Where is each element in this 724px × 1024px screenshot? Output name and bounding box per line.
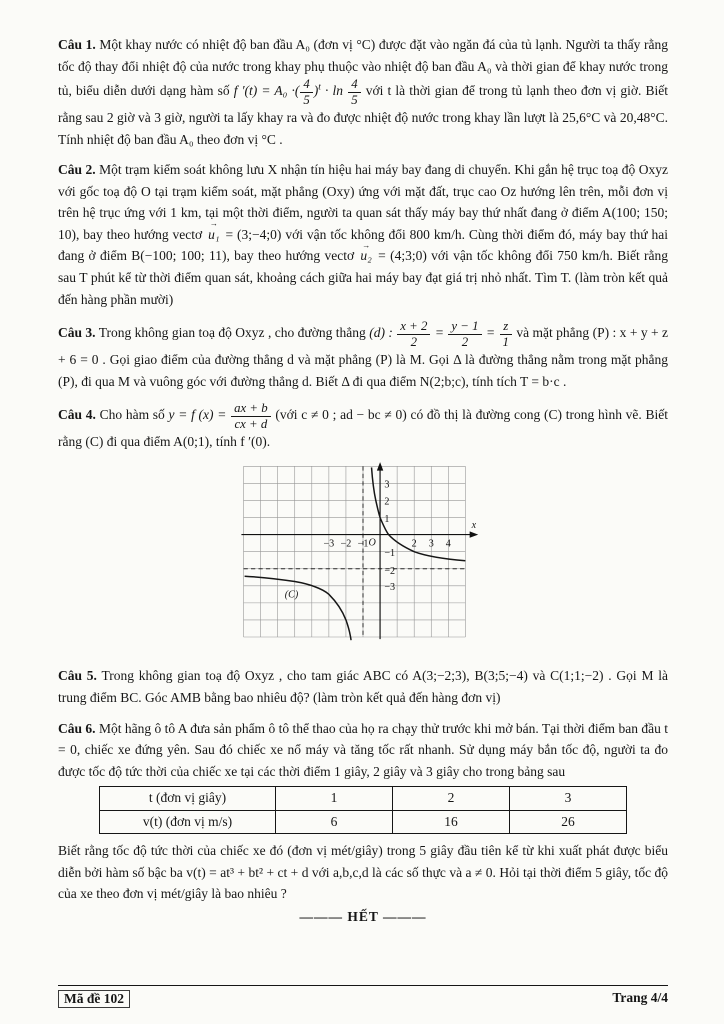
graph-tick-labels (285, 480, 477, 601)
table-cell: 26 (510, 810, 627, 833)
svg-text:O: O (368, 537, 376, 549)
table-cell: 1 (276, 787, 393, 810)
graph-axes (241, 467, 471, 640)
table-cell: v(t) (đơn vị m/s) (100, 810, 276, 833)
question-4-formula: y = f (x) = $\frac{ax + b}{cx + d}$ (169, 407, 272, 422)
question-6-continued (58, 840, 668, 905)
question-5-text: Trong không gian toạ độ Oxyz , cho tam giác ABC có A(3;−2;3), B(3;5;−4) và C(1;1;−2) . Gọi M là trung điểm BC. Góc AMB bằng bao nhiêu độ? (làm tròn kết quả đến hàng đơn vị) (58, 668, 668, 706)
table-row-time (100, 787, 627, 810)
table-row-velocity (100, 810, 627, 833)
question-4-label: Câu 4. (58, 407, 96, 423)
speed-table (99, 786, 627, 834)
exam-code: Mã đề 102 (58, 990, 130, 1008)
question-2-text: = (3;−4;0) với vận tốc không đổi 800 km/h. Cùng thời điểm đó, máy bay thứ hai đang ở điểm B(−100; 100; 11), bay theo hướng vectơ (58, 226, 669, 264)
question-1 (58, 34, 668, 150)
svg-text:2: 2 (384, 497, 390, 509)
svg-text:3: 3 (384, 480, 390, 492)
question-4-text: (với c ≠ 0 ; ad − bc ≠ 0) có đồ thị là đường cong (C) trong hình vẽ. Biết rằng (C) đi qua điểm A(0;1), tính f ′(0). (58, 407, 669, 449)
fraction: $\frac{y - 1}{2}$ (447, 319, 482, 349)
table-cell: t (đơn vị giây) (100, 787, 276, 810)
vector-u1: → u₁ (208, 224, 219, 246)
question-6-text: Biết rằng tốc độ tức thời của chiếc xe đó (đơn vị mét/giây) trong 5 giây đầu tiên kể từ khi xuất phát được biểu diễn bởi hàm số bậc ba v(t) = at³ + bt² + ct + d với a,b,c,d là các số thực và a ≠ 0. Hỏi tại thời điểm 5 giây, tốc độ của xe theo đơn vị mét/giây là bao nhiêu ? (58, 842, 668, 902)
question-6-label: Câu 6. (58, 720, 96, 736)
fraction: $\frac{z}{1}$ (499, 319, 513, 349)
table-cell: 2 (393, 787, 510, 810)
question-5 (58, 665, 668, 708)
question-1-text: Một khay nước có nhiệt độ ban đầu A₀ (đơn vị °C) được đặt vào ngăn đá của tủ lạnh. Người ta thấy rằng tốc độ thay đổi nhiệt độ của nước trong khay phụ thuộc vào nhiệt độ ban đầu A₀ và thời gian để khay nước trong tủ, biểu diễn dưới dạng hàm số (58, 37, 669, 99)
table-cell: 3 (510, 787, 627, 810)
fraction: $\frac{x + 2}{2}$ (396, 319, 431, 349)
svg-text:−3: −3 (323, 538, 335, 550)
page-footer (58, 985, 668, 1008)
function-graph (238, 461, 488, 653)
x-axis-arrow (470, 532, 479, 538)
svg-text:4: 4 (445, 538, 451, 550)
page-number: Trang 4/4 (612, 990, 668, 1005)
svg-text:2: 2 (411, 538, 417, 550)
question-1-formula: f ′(t) = A₀ ·( $\frac{4}{5}$ )$^t$ · ln $\frac{4}{5}$ (234, 83, 362, 98)
table-cell: 6 (276, 810, 393, 833)
question-4-figure (58, 461, 668, 657)
question-5-label: Câu 5. (58, 668, 97, 684)
question-6-text: Một hãng ô tô A đưa sản phẩm ô tô thể thao của họ ra chạy thử trước khi mở bán. Tại thời điểm ban đầu t = 0, chiếc xe đứng yên. Sau đó chiếc xe nổ máy và tăng tốc rất nhanh. Sử dụng máy bắn tốc độ, người ta đo được tốc độ tức thời của chiếc xe tại các thời điểm 1 giây, 2 giây và 3 giây cho trong bảng sau (58, 720, 668, 779)
question-2 (58, 159, 668, 310)
question-3-text: Trong không gian toạ độ Oxyz , cho đường thẳng (98, 325, 366, 341)
question-2-label: Câu 2. (58, 162, 96, 178)
question-3-text: và mặt phẳng (P) : x + y + z + 6 = 0 . Gọi giao điểm của đường thẳng d và mặt phẳng (P) là M. Gọi Δ là đường thẳng nằm trong mặt phẳng (P), đi qua M và vuông góc với đường thẳng d. Biết Δ đi qua điểm N(2;b;c), tính tích T = b·c . (58, 325, 669, 389)
question-4 (58, 401, 668, 452)
question-3-label: Câu 3. (58, 325, 96, 341)
question-4-text: Cho hàm số (99, 407, 165, 423)
svg-text:x: x (471, 520, 477, 532)
question-6 (58, 718, 668, 783)
fraction: $\frac{4}{5}$ (347, 77, 361, 107)
svg-text:−1: −1 (357, 538, 369, 550)
svg-text:3: 3 (428, 538, 434, 550)
vector-u2: → u₂ (360, 245, 371, 267)
graph-grid (244, 467, 466, 638)
question-3 (58, 319, 668, 392)
question-1-text: với t là thời gian để trong tủ lạnh theo đơn vị giờ. Biết rằng sau 2 giờ và 3 giờ, người ta lấy khay ra và đo được nhiệt độ nước trong khay lần lượt là 25,6°C và 20,48°C. Tính nhiệt độ ban đầu A₀ theo đơn vị °C . (58, 83, 669, 147)
svg-text:1: 1 (384, 514, 390, 526)
svg-text:(C): (C) (284, 590, 299, 602)
svg-text:−1: −1 (384, 548, 396, 560)
question-1-label: Câu 1. (58, 37, 96, 52)
svg-text:−2: −2 (384, 566, 396, 578)
svg-text:−3: −3 (384, 582, 396, 594)
question-3-formula: (d) : $\frac{x + 2}{2}$ = $\frac{y - 1}{2}$ = $\frac{z}{1}$ (369, 325, 513, 340)
question-2-text: Một trạm kiểm soát không lưu X nhận tín hiệu hai máy bay đang di chuyển. Khi gắn hệ trục toạ độ Oxyz với gốc toạ độ O tại trạm kiểm soát, mặt phẳng (Oxy) ứng với mặt đất, trục cao Oz hướng lên trên, mỗi đơn vị trên hệ trục ứng với 1 km, tại một thời điểm, người ta quan sát thấy máy bay thứ nhất đang ở điểm A(100; 150; 10), bay theo hướng vectơ (58, 162, 668, 242)
fraction: $\frac{ax + b}{cx + d}$ (230, 401, 272, 431)
end-of-exam-mark: ——— HẾT ——— (299, 908, 427, 924)
fraction: $\frac{4}{5}$ (299, 77, 313, 107)
table-cell: 16 (393, 810, 510, 833)
question-2-text: = (4;3;0) với vận tốc không đổi 750 km/h. Biết rằng sau T phút kể từ thời điểm quan sát, khoảng cách giữa hai máy bay đạt giá trị nhỏ nhất. Tìm T. (làm tròn kết quả đến hàng phần mười) (58, 248, 669, 307)
svg-text:−2: −2 (340, 538, 352, 550)
